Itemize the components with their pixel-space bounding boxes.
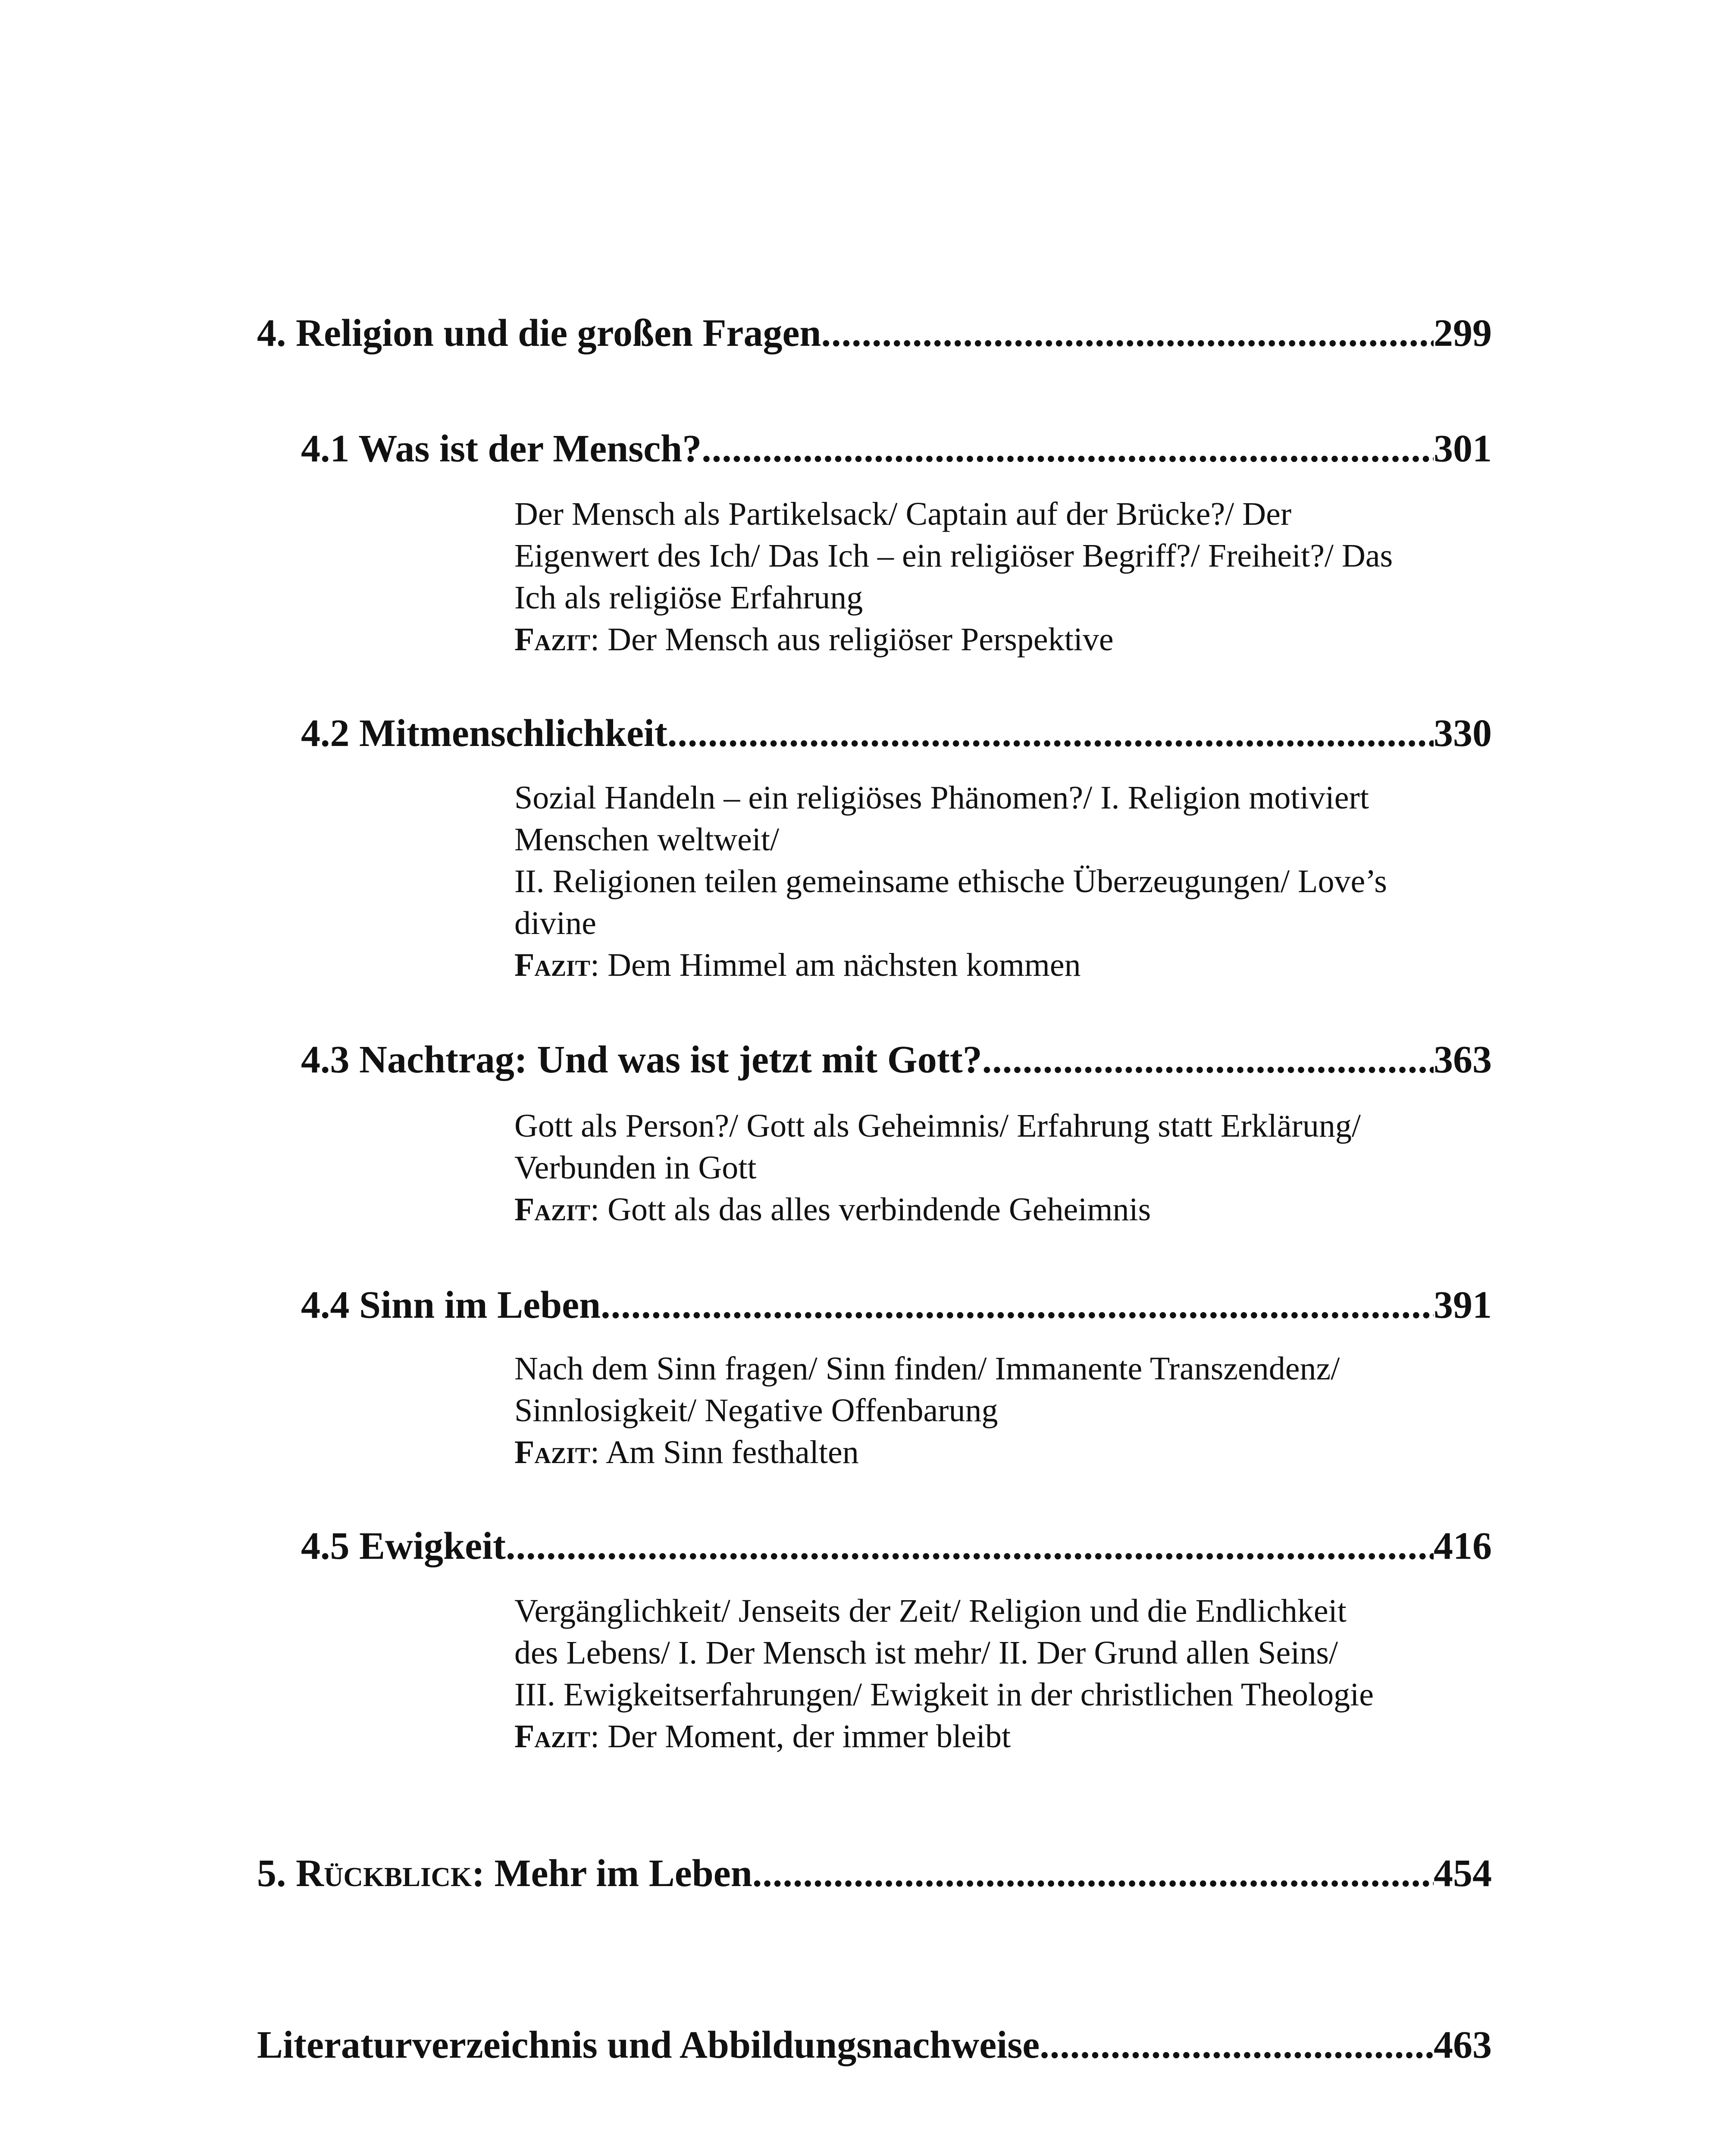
summary-line: des Lebens/ I. Der Mensch ist mehr/ II. Der Grund allen Seins/ (514, 1635, 1338, 1671)
toc-entry-page: 454 (1434, 1852, 1492, 1895)
toc-dot-leader (702, 425, 1434, 473)
toc-entry-literature (257, 2021, 1492, 2069)
summary-line: divine (514, 905, 596, 941)
summary-line: Der Mensch als Partikelsack/ Captain auf der Brücke?/ Der (514, 496, 1292, 532)
toc-entry-title: 4.2 Mitmenschlichkeit (301, 712, 667, 755)
toc-section-summary (514, 777, 1502, 986)
toc-entry-page: 299 (1434, 312, 1492, 354)
summary-line: Eigenwert des Ich/ Das Ich – ein religiöser Begriff?/ Freiheit?/ Das (514, 538, 1393, 574)
toc-dot-leader (982, 1036, 1434, 1084)
summary-line: Nach dem Sinn fragen/ Sinn finden/ Immanente Transzendenz/ (514, 1351, 1340, 1387)
toc-entry-page: 330 (1434, 712, 1492, 755)
toc-entry-page: 301 (1434, 427, 1492, 470)
toc-entry-page: 391 (1434, 1284, 1492, 1326)
summary-line: Sozial Handeln – ein religiöses Phänomen?/ I. Religion motiviert (514, 780, 1369, 816)
toc-entry-title (257, 1850, 752, 1897)
fazit-label: Fazit (514, 1718, 591, 1755)
summary-line: Vergänglichkeit/ Jenseits der Zeit/ Religion und die Endlichkeit (514, 1593, 1347, 1629)
toc-entry-title: 4.1 Was ist der Mensch? (301, 427, 702, 470)
toc-section-summary (514, 1590, 1502, 1758)
toc-dot-leader (506, 1523, 1434, 1570)
fazit-text: : Gott als das alles verbindende Geheimnis (590, 1191, 1151, 1228)
toc-entry-chapter-5 (257, 1850, 1492, 1897)
summary-fazit (514, 1432, 1502, 1473)
chapter-keyword: Rückblick (296, 1852, 472, 1895)
toc-entry-page: 363 (1434, 1038, 1492, 1081)
chapter-title-rest: : Mehr im Leben (472, 1852, 752, 1895)
fazit-text: : Der Mensch aus religiöser Perspektive (590, 621, 1114, 658)
toc-dot-leader (752, 1850, 1434, 1897)
toc-dot-leader (667, 710, 1434, 757)
toc-dot-leader (601, 1282, 1434, 1329)
toc-entry-section-4-4 (301, 1282, 1492, 1329)
toc-entry-chapter-4 (257, 310, 1492, 357)
toc-entry-section-4-1 (301, 425, 1492, 473)
fazit-text: : Am Sinn festhalten (590, 1434, 859, 1470)
fazit-label: Fazit (514, 621, 591, 658)
chapter-number: 5. (257, 1852, 296, 1895)
toc-entry-title: 4.3 Nachtrag: Und was ist jetzt mit Gott? (301, 1038, 982, 1081)
summary-line: Verbunden in Gott (514, 1150, 757, 1186)
summary-line: Ich als religiöse Erfahrung (514, 580, 863, 616)
toc-entry-section-4-2 (301, 710, 1492, 757)
fazit-text: : Der Moment, der immer bleibt (590, 1718, 1011, 1755)
toc-entry-section-4-3 (301, 1036, 1492, 1084)
summary-line: Sinnlosigkeit/ Negative Offenbarung (514, 1392, 998, 1429)
fazit-label: Fazit (514, 1191, 591, 1228)
fazit-label: Fazit (514, 1434, 591, 1470)
toc-entry-page: 416 (1434, 1525, 1492, 1567)
toc-entry-title: 4.4 Sinn im Leben (301, 1284, 601, 1326)
fazit-label: Fazit (514, 947, 591, 983)
fazit-text: : Dem Himmel am nächsten kommen (590, 947, 1081, 983)
toc-entry-page: 463 (1434, 2024, 1492, 2066)
toc-section-summary (514, 1105, 1502, 1231)
toc-entry-title: 4.5 Ewigkeit (301, 1525, 506, 1567)
toc-entry-title: Literaturverzeichnis und Abbildungsnachweise (257, 2024, 1040, 2066)
toc-entry-title: 4. Religion und die großen Fragen (257, 312, 821, 354)
toc-dot-leader (821, 310, 1434, 357)
summary-fazit (514, 1189, 1502, 1231)
summary-fazit (514, 944, 1502, 986)
toc-dot-leader (1040, 2021, 1434, 2069)
summary-line: III. Ewigkeitserfahrungen/ Ewigkeit in der christlichen Theologie (514, 1677, 1374, 1713)
summary-line: Menschen weltweit/ (514, 821, 780, 858)
summary-fazit (514, 619, 1502, 661)
toc-entry-section-4-5 (301, 1523, 1492, 1570)
toc-section-summary (514, 493, 1502, 661)
toc-section-summary (514, 1348, 1502, 1473)
summary-fazit (514, 1716, 1502, 1758)
summary-line: II. Religionen teilen gemeinsame ethische Überzeugungen/ Love’s (514, 863, 1387, 899)
summary-line: Gott als Person?/ Gott als Geheimnis/ Erfahrung statt Erklärung/ (514, 1108, 1361, 1144)
